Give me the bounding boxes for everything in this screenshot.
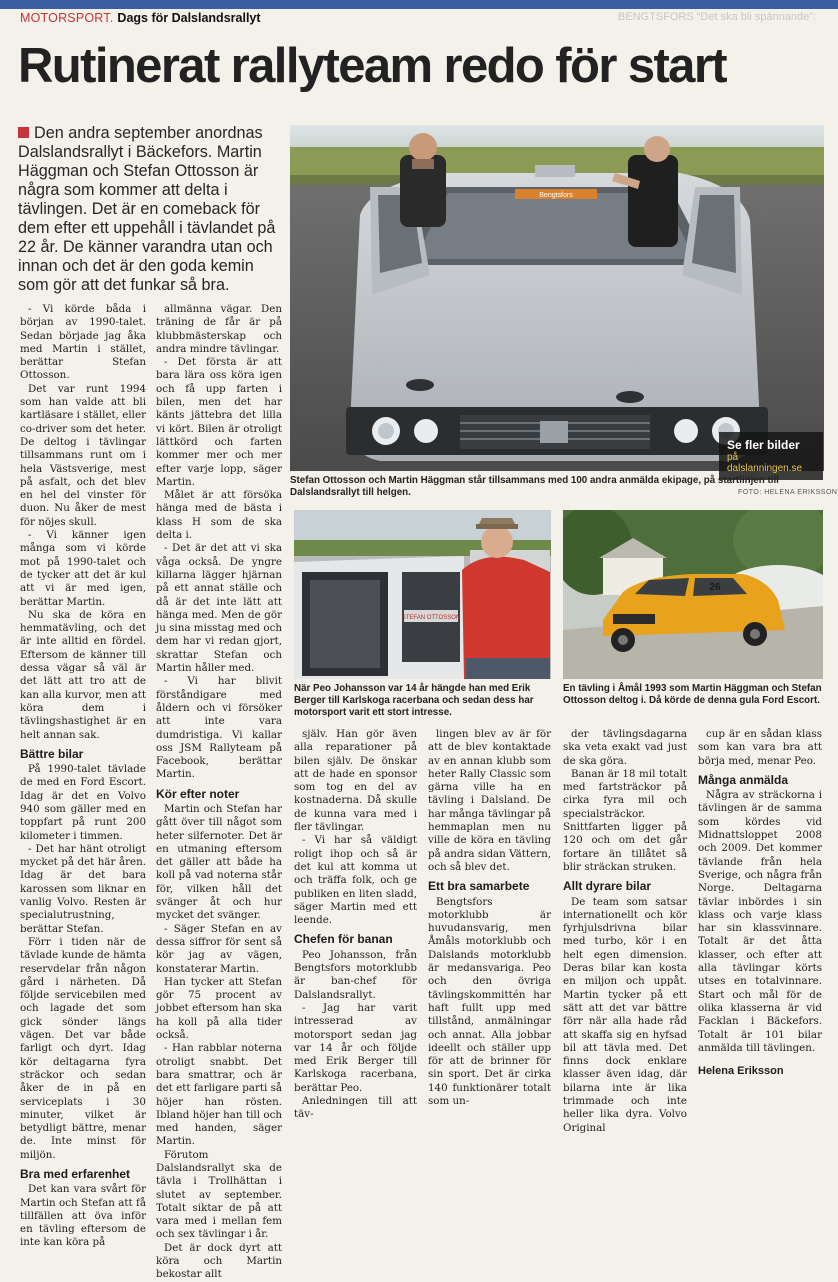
top-color-bar — [0, 0, 838, 9]
paragraph: - Vi har så väldigt roligt ihop och så är det kul att komma ut och träffa folk, och ge publiken en liten sladd, säger Martin med ett leende. — [294, 834, 417, 927]
column-4 — [428, 728, 551, 1108]
lead-marker-icon — [18, 127, 29, 138]
section-name: MOTORSPORT. — [20, 11, 114, 25]
main-photo — [290, 125, 824, 471]
paragraph: - Vi känner igen många som vi körde mot på 1990-talet och de tycker att det är kul att vi är med igen, berättar Martin. — [20, 529, 146, 608]
subheading: Bättre bilar — [20, 746, 84, 761]
promo-title: Se fler bilder — [727, 438, 800, 452]
bleed-through-text: BENGTSFORS “Det ska bli spännande”: — [617, 11, 816, 23]
paragraph: Han tycker att Stefan gör 75 procent av jobbet eftersom han ska ha koll på alla tider också. — [156, 975, 282, 1042]
byline: Helena Eriksson — [698, 1065, 784, 1078]
see-more-promo[interactable] — [719, 432, 823, 480]
subheading: Allt dyrare bilar — [563, 879, 652, 894]
paragraph: - Han rabblar noterna otroligt snabbt. Det bara smattrar, och är det ett farligare parti så höjer han rösten. Ibland höjer han till och med handen, säger Martin. — [156, 1042, 282, 1148]
paragraph: Det kan vara svårt för Martin och Stefan att få tillfällen att öva inför en tävling eftersom de inte kan köra på — [20, 1183, 146, 1249]
paragraph: Banan är 18 mil totalt med fartsträckor på cirka fyra mil och specialsträckor. Snittfarten ligger på 120 och om det går fortare än tillåtet så blir sträckan struken. — [563, 767, 687, 873]
column-3 — [294, 728, 417, 1122]
door-lettering: STEFAN OTTOSSON — [401, 615, 461, 621]
article-lead — [18, 124, 280, 295]
paragraph: - Jag har varit intresserad av motorsport sedan jag var 14 år och följde med Erik Berger till Karlskoga racerbana, berättar Peo. — [294, 1001, 417, 1094]
paragraph: Peo Johansson, från Bengtsfors motorklubb är ban-chef för Dalslandsrallyt. — [294, 948, 417, 1001]
paragraph: Nu ska de köra en hemmatävling, och det är inte alltid en fördel. Eftersom de känner till dessa vägar så väl är det lätt att tro att de kan alla kurvor, men att köra dem i tävlingshastighet är en helt annan sak. — [20, 608, 146, 741]
paragraph: Förutom Dalslandsrallyt ska de tävla i Trollhättan i slutet av september. Totalt siktar de på att vara med i mellan fem och sex tävlingar i år. — [156, 1148, 282, 1241]
article-headline: Rutinerat rallyteam redo för start — [18, 39, 727, 93]
paragraph: Martin och Stefan har gått över till något som heter silfernoter. Det är en utmaning eftersom det gäller att både ha koll på vad noterna står för, vilken håll det svänger åt och hur mycket det svänger. — [156, 802, 282, 922]
paragraph: Det var runt 1994 som han valde att bli kartläsare i stället, eller co-driver som det heter. De deltog i tävlingar tillsammans runt om i hela Västsverige, mest på asfalt, och det blev en hel del vinster för duon. Nu åker de mest för nöjes skull. — [20, 382, 146, 528]
paragraph: Det är dock dyrt att köra och Martin bekostar allt — [156, 1241, 282, 1281]
escort-photo — [563, 510, 823, 679]
paragraph: Några av sträckorna i tävlingen är de samma som kördes vid Midnattsloppet 2008 och 2009. Det kommer tävlande från hela Sverige, och några från Norge. Deltagarna tävlar inbördes i sin klass och varje klass har sin klassvinnare. Totalt är det åtta klasser, och efter att alla tävlingar körts utses en totalvinnare. Start och mål för de olika klasserna är vid Facklan i Bäckefors. Totalt är 101 bilar anmälda till tävlingen. — [698, 789, 822, 1054]
paragraph: cup är en sådan klass som kan vara bra att börja med, menar Peo. — [698, 728, 822, 767]
paragraph: - Det första är att bara lära oss köra igen och få upp farten i bilen, men det har känts jättebra det lilla vi kört. Bilen är otroligt lättkörd och farten kommer mer och mer efter varje lopp, säger Martin. — [156, 356, 282, 488]
subheading: Bra med erfarenhet — [20, 1167, 131, 1181]
paragraph: - Det har hänt otroligt mycket på det här åren. Idag är det bara karossen som liknar en vanlig Volvo. Resten är specialutrustning, berättar Stefan. — [20, 842, 146, 935]
peo-photo-caption: När Peo Johansson var 14 år hängde han med Erik Berger till Karlskoga racerbana och sedan dess har motorsport varit ett stort intresse. — [294, 683, 534, 718]
photo-credit: FOTO: HELENA ERIKSSON — [738, 489, 838, 496]
paragraph: Bengtsfors motorklubb är huvudansvarig, men Åmåls motorklubb och Dalslands motorklubb är medansvariga. Peo och den övriga tävlingskommittén har haft fullt upp med tillstånd, anmälningar och annat. Alla jobbar ideellt och ställer upp för att de brinner för sin sport. Det är cirka 140 funktionärer totalt som un- — [428, 895, 551, 1108]
windshield-banner: Bengtsfors — [539, 192, 573, 199]
section-subtitle: Dags för Dalslandsrallyt — [117, 11, 261, 25]
section-label — [20, 11, 261, 25]
paragraph: De team som satsar internationellt och kör fyrhjulsdrivna bilar med turbo, kör i en helt egen dimension. Deras bilar kan kosta en miljon och uppåt. Martin tycker på ett sätt att det var bättre förr när alla hade råd att skaffa sig en hyfsad bil att tävla med. Det finns dock enklare klasser även idag, där bilarna inte är lika trimmade och inte heller lika dyra. Volvo Original — [563, 895, 687, 1134]
paragraph: - Säger Stefan en av dessa siffror för sent så kör jag av vägen, konstaterar Martin. — [156, 922, 282, 975]
main-photo-caption: Stefan Ottosson och Martin Häggman står tillsammans med 100 andra anmälda ekipage, på startlinjen till Dalslandsrallyt till helgen. — [290, 475, 779, 498]
subheading: Ett bra samarbete — [428, 879, 530, 894]
paragraph: allmänna vägar. Den träning de får är på klubbmästerskap och andra mindre tävlingar. — [156, 303, 282, 355]
paragraph: Målet är att försöka hänga med de bästa i klass H som de ska delta i. — [156, 489, 282, 542]
paragraph: - Vi har blivit förståndigare med åldern och vi försöker att inte vara dumdristiga. Vi kallar oss JSM Rallyteam på Facebook, berättar Martin. — [156, 675, 282, 781]
paragraph: - Det är det att vi ska våga också. De yngre killarna lägger hjärnan på ett annat ställe och då är det inte lätt att hänga med. Men de gör ju sina misstag med och dem har vi redan gjort, skrattar Stefan och Martin håller med. — [156, 542, 282, 675]
column-1 — [20, 303, 146, 1250]
subheading: Chefen för banan — [294, 932, 393, 947]
escort-photo-caption: En tävling i Åmål 1993 som Martin Häggman och Stefan Ottosson deltog i. Då körde de denna gula Ford Escort. — [563, 683, 822, 706]
lead-text: Den andra september anordnas Dalslandsrallyt i Bäckefors. Martin Häggman och Stefan Ottosson är några som kommer att delta i tävlingen. Det är en comeback för dem efter ett uppehåll i tävlandet på 22 år. De känner varandra utan och innan och det är den goda kemin som gör att det funkar så bra. — [18, 124, 276, 294]
paragraph: Förr i tiden när de tävlade kunde de hämta reservdelar från någon gård i närheten. Då följde servicebilen med och lagade det som gick sönder längs vägen. Det var både farligt och dyrt. Idag kör deltagarna fyra sträckor och sedan åker de in på en serviceplats i 30 minuter, vilket är betydligt bättre, menar de. Inte minst för miljön. — [20, 935, 146, 1161]
column-2 — [156, 303, 282, 1282]
paragraph: der tävlingsdagarna ska veta exakt vad just de ska göra. — [563, 728, 687, 767]
paragraph: själv. Han gör även alla reparationer på bilen själv. De önskar att de hade en sponsor som tog en del av kostnaderna. Då skulle de kunna vara med i fler tävlingar. — [294, 728, 417, 834]
subheading: Många anmälda — [698, 772, 789, 787]
paragraph: lingen blev av är för att de blev kontaktade av en annan klubb som heter Rally Classic som gärna ville ha en tävling i Dalsland. De har många tävlingar på hemmaplan men nu ville de köra en tävling på andra sidan Vättern, och så blev det. — [428, 728, 551, 873]
subheading: Kör efter noter — [156, 786, 240, 801]
paragraph: På 1990-talet tävlade de med en Ford Escort. Idag är det en Volvo 940 som gäller med en toppfart på runt 200 kilometer i timmen. — [20, 763, 146, 842]
column-5 — [563, 728, 687, 1135]
promo-url[interactable]: på dalslanningen.se — [727, 452, 803, 474]
column-6 — [698, 728, 822, 1078]
rally-number: 26 — [709, 582, 721, 593]
paragraph: Anledningen till att täv- — [294, 1095, 417, 1121]
paragraph: - Vi körde båda i början av 1990-talet. Sedan började jag åka med Martin i stället, berättar Stefan Ottosson. — [20, 303, 146, 382]
peo-photo — [294, 510, 551, 679]
